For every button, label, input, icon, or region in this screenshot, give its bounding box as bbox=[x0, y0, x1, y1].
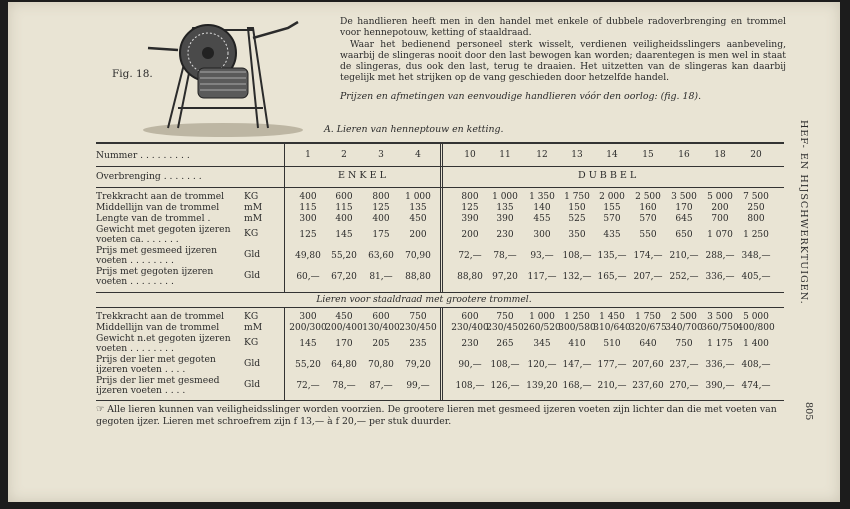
table-cell: 1 000 bbox=[492, 192, 518, 202]
table-cell: 139,20 bbox=[526, 381, 558, 391]
table-cell: 2 000 bbox=[599, 192, 625, 202]
table-cell: 120,— bbox=[527, 360, 557, 370]
table-cell: 640 bbox=[639, 339, 657, 349]
table-cell: 108,— bbox=[490, 360, 520, 370]
table-cell: 165,— bbox=[597, 272, 627, 282]
book-page bbox=[8, 2, 840, 502]
table-cell: 1 070 bbox=[707, 230, 733, 240]
table-cell: 67,20 bbox=[331, 272, 357, 282]
table-cell: 72,— bbox=[458, 251, 482, 261]
row-label-text: Prijs met gegoten ijzeren bbox=[96, 266, 214, 277]
table-cell: 600 bbox=[461, 312, 479, 322]
footnote-text: Alle lieren kunnen van veiligheidsslinger worden voorzien. De grootere lieren met gesmeed ijzeren voeten zijn lichter dan die met voeten van gegoten ijzer. Lieren met schroefrem zijn f 13,— à f 20,— per stuk duurder. bbox=[96, 404, 777, 427]
table-cell: 474,— bbox=[741, 381, 771, 391]
table-cell: 1 350 bbox=[529, 192, 555, 202]
table-cell: 455 bbox=[533, 214, 551, 224]
row-unit: Gld bbox=[244, 249, 261, 260]
table-cell: 1 bbox=[305, 150, 311, 160]
table-cell: 200/400 bbox=[325, 323, 363, 333]
table-cell: 1 175 bbox=[707, 339, 733, 349]
table-cell: 750 bbox=[675, 339, 693, 349]
table-cell: 800 bbox=[461, 192, 479, 202]
table-cell: 230 bbox=[461, 339, 479, 349]
table-cell: 300 bbox=[299, 214, 317, 224]
row-label-text: Prijs met gesmeed ijzeren bbox=[96, 245, 217, 256]
row-label-text: Lengte van de trommel . bbox=[96, 213, 211, 224]
table-cell: 510 bbox=[603, 339, 621, 349]
table-cell: 570 bbox=[603, 214, 621, 224]
row-label-text: Prijs der lier met gegoten bbox=[96, 354, 216, 365]
row-label bbox=[96, 245, 261, 266]
table-cell: 60,— bbox=[296, 272, 320, 282]
table-cell: 145 bbox=[335, 230, 353, 240]
table-cell: 93,— bbox=[530, 251, 554, 261]
enkel-header: ENKEL bbox=[338, 170, 389, 181]
row-label bbox=[96, 224, 259, 245]
table-cell: 800 bbox=[747, 214, 765, 224]
table-cell: 390,— bbox=[705, 381, 735, 391]
table-cell: 108,— bbox=[455, 381, 485, 391]
row-label-text: voeten ca. . . . . . . bbox=[96, 233, 179, 245]
table-cell: 2 500 bbox=[671, 312, 697, 322]
intro-paragraph-1: De handlieren heeft men in den handel met enkele of dubbele radoverbrenging en trommel voor hennepotouw, ketting of staaldraad. bbox=[340, 16, 786, 39]
page-number: 805 bbox=[803, 402, 814, 421]
table-cell: 300 bbox=[299, 312, 317, 322]
row-label-text: Trekkracht aan de trommel bbox=[96, 191, 225, 202]
table-cell: 140 bbox=[533, 203, 551, 213]
table-cell: 360/750 bbox=[701, 323, 739, 333]
table-cell: 408,— bbox=[741, 360, 771, 370]
hand-pointer-icon: ☞ bbox=[96, 404, 108, 415]
table-cell: 55,20 bbox=[295, 360, 321, 370]
row-unit: Gld bbox=[244, 358, 261, 369]
table-cell: 350 bbox=[568, 230, 586, 240]
table-cell: 5 000 bbox=[743, 312, 769, 322]
table-cell: 135,— bbox=[597, 251, 627, 261]
row-unit: mM bbox=[244, 213, 263, 224]
table-cell: 650 bbox=[675, 230, 693, 240]
figure-label: Fig. 18. bbox=[112, 68, 153, 80]
table-cell: 160 bbox=[639, 203, 657, 213]
table-cell: 1 250 bbox=[743, 230, 769, 240]
table-cell: 20 bbox=[750, 150, 762, 160]
row-label bbox=[96, 354, 261, 375]
table-cell: 235 bbox=[409, 339, 427, 349]
intro-paragraph-2: Waar het bedienend personeel sterk wisselt, verdienen veiligheidsslingers aanbeveling, waarbij de slingeras nooit door den last bewogen kan worden; daarentegen is men wel in staat de slingeras, dus ook den last, terug te draaien. Het uitzetten van de slingeras kan daarbij tegelijk met het strijken op de vang geschieden door hetzelfde handel. bbox=[340, 38, 786, 84]
table-cell: 205 bbox=[372, 339, 390, 349]
table-cell: 525 bbox=[568, 214, 586, 224]
row-label-text: Trekkracht aan de trommel bbox=[96, 311, 225, 322]
table-cell: 207,— bbox=[633, 272, 663, 282]
table-cell: 130/400 bbox=[362, 323, 400, 333]
table-cell: 155 bbox=[603, 203, 621, 213]
table-cell: 207,60 bbox=[632, 360, 664, 370]
table-cell: 13 bbox=[571, 150, 583, 160]
table-cell: 336,— bbox=[705, 272, 735, 282]
table-cell: 175 bbox=[372, 230, 390, 240]
table-cell: 88,80 bbox=[457, 272, 483, 282]
table-cell: 435 bbox=[603, 230, 621, 240]
table-cell: 345 bbox=[533, 339, 551, 349]
row-unit: Gld bbox=[244, 270, 261, 281]
table-cell: 200/300 bbox=[289, 323, 327, 333]
table-cell: 72,— bbox=[296, 381, 320, 391]
row-unit: KG bbox=[244, 228, 259, 239]
row-label bbox=[96, 322, 263, 333]
table-cell: 390 bbox=[496, 214, 514, 224]
row-label bbox=[96, 191, 259, 202]
table-cell: 3 500 bbox=[671, 192, 697, 202]
table-cell: 230 bbox=[496, 230, 514, 240]
table-cell: 97,20 bbox=[492, 272, 518, 282]
table-cell: 135 bbox=[409, 203, 427, 213]
table-cell: 63,60 bbox=[368, 251, 394, 261]
table-cell: 3 bbox=[378, 150, 384, 160]
row-label-text: Middellijn van de trommel bbox=[96, 202, 220, 213]
table-cell: 260/520 bbox=[523, 323, 561, 333]
table-cell: 87,— bbox=[369, 381, 393, 391]
row-label-text: Prijs der lier met gesmeed bbox=[96, 375, 220, 386]
overbrenging-label: Overbrenging . . . . . . . bbox=[96, 171, 202, 182]
table-cell: 230/450 bbox=[399, 323, 437, 333]
table-vline bbox=[440, 142, 443, 292]
row-unit: mM bbox=[244, 202, 263, 213]
row-label-text: voeten . . . . . . . . bbox=[96, 275, 174, 287]
table-cell: 2 500 bbox=[635, 192, 661, 202]
table-cell: 1 750 bbox=[564, 192, 590, 202]
table-cell: 150 bbox=[568, 203, 586, 213]
table-cell: 2 bbox=[341, 150, 347, 160]
table-cell: 750 bbox=[409, 312, 427, 322]
table-cell: 210,— bbox=[669, 251, 699, 261]
table-cell: 300/580 bbox=[558, 323, 596, 333]
table-cell: 108,— bbox=[562, 251, 592, 261]
table-vline bbox=[284, 142, 285, 292]
table-cell: 410 bbox=[568, 339, 586, 349]
table-cell: 135 bbox=[496, 203, 514, 213]
table-cell: 18 bbox=[714, 150, 726, 160]
table-cell: 11 bbox=[499, 150, 511, 160]
nummer-label: Nummer . . . . . . . . . bbox=[96, 150, 190, 161]
table-cell: 1 450 bbox=[599, 312, 625, 322]
table-cell: 88,80 bbox=[405, 272, 431, 282]
table-cell: 126,— bbox=[490, 381, 520, 391]
table-cell: 450 bbox=[335, 312, 353, 322]
table-cell: 405,— bbox=[741, 272, 771, 282]
row-label-text: ijzeren voeten . . . . bbox=[96, 384, 186, 396]
table-cell: 336,— bbox=[705, 360, 735, 370]
table-vline bbox=[440, 307, 443, 400]
table-cell: 125 bbox=[372, 203, 390, 213]
table-cell: 78,— bbox=[493, 251, 517, 261]
table-cell: 15 bbox=[642, 150, 654, 160]
table-cell: 237,60 bbox=[632, 381, 664, 391]
table-cell: 70,90 bbox=[405, 251, 431, 261]
table-cell: 170 bbox=[335, 339, 353, 349]
table-cell: 645 bbox=[675, 214, 693, 224]
table-cell: 79,20 bbox=[405, 360, 431, 370]
side-running-title: HEF- EN HIJSCHWERKTUIGEN. bbox=[798, 120, 809, 305]
table-cell: 200 bbox=[711, 203, 729, 213]
table-cell: 1 000 bbox=[405, 192, 431, 202]
table-cell: 7 500 bbox=[743, 192, 769, 202]
table-cell: 700 bbox=[711, 214, 729, 224]
row-unit: mM bbox=[244, 322, 263, 333]
table-2-title: Lieren voor staaldraad met grootere trommel. bbox=[316, 294, 532, 305]
table-cell: 125 bbox=[299, 230, 317, 240]
table-cell: 115 bbox=[335, 203, 353, 213]
table-cell: 147,— bbox=[562, 360, 592, 370]
row-label-text: Gewicht met gegoten ijzeren bbox=[96, 224, 231, 235]
table-cell: 174,— bbox=[633, 251, 663, 261]
row-label-text: voeten . . . . . . . . bbox=[96, 254, 174, 266]
table-cell: 132,— bbox=[562, 272, 592, 282]
table-cell: 125 bbox=[461, 203, 479, 213]
row-unit: KG bbox=[244, 337, 259, 348]
table-cell: 70,80 bbox=[368, 360, 394, 370]
table-cell: 390 bbox=[461, 214, 479, 224]
table-vline bbox=[284, 307, 285, 400]
intro-text bbox=[340, 16, 786, 84]
table-cell: 288,— bbox=[705, 251, 735, 261]
table-cell: 570 bbox=[639, 214, 657, 224]
table-cell: 400/800 bbox=[737, 323, 775, 333]
table-cell: 200 bbox=[409, 230, 427, 240]
table-cell: 300 bbox=[533, 230, 551, 240]
table-cell: 310/640 bbox=[593, 323, 631, 333]
table-cell: 1 000 bbox=[529, 312, 555, 322]
table-cell: 270,— bbox=[669, 381, 699, 391]
table-cell: 230/450 bbox=[486, 323, 524, 333]
table-cell: 210,— bbox=[597, 381, 627, 391]
table-cell: 99,— bbox=[406, 381, 430, 391]
table-cell: 1 750 bbox=[635, 312, 661, 322]
section-a-heading: A. Lieren van henneptouw en ketting. bbox=[324, 124, 504, 135]
table-cell: 1 250 bbox=[564, 312, 590, 322]
table-cell: 168,— bbox=[562, 381, 592, 391]
table-cell: 5 000 bbox=[707, 192, 733, 202]
table-cell: 4 bbox=[415, 150, 421, 160]
table-cell: 90,— bbox=[458, 360, 482, 370]
row-unit: KG bbox=[244, 311, 259, 322]
dubbel-header: DUBBEL bbox=[578, 170, 640, 181]
table-cell: 348,— bbox=[741, 251, 771, 261]
table-cell: 177,— bbox=[597, 360, 627, 370]
table-rule-bottom bbox=[96, 400, 784, 401]
table-cell: 400 bbox=[372, 214, 390, 224]
winch-illustration bbox=[138, 8, 308, 138]
row-unit: KG bbox=[244, 191, 259, 202]
table-cell: 600 bbox=[335, 192, 353, 202]
table-cell: 117,— bbox=[527, 272, 557, 282]
footnote bbox=[96, 404, 786, 427]
table-cell: 170 bbox=[675, 203, 693, 213]
table-cell: 450 bbox=[409, 214, 427, 224]
row-label-text: voeten . . . . . . . . bbox=[96, 342, 174, 354]
table-cell: 550 bbox=[639, 230, 657, 240]
row-label bbox=[96, 213, 263, 224]
table-cell: 145 bbox=[299, 339, 317, 349]
table-cell: 81,— bbox=[369, 272, 393, 282]
row-label bbox=[96, 202, 263, 213]
table-cell: 265 bbox=[496, 339, 514, 349]
table-cell: 250 bbox=[747, 203, 765, 213]
table-cell: 230/400 bbox=[451, 323, 489, 333]
table-cell: 3 500 bbox=[707, 312, 733, 322]
table-cell: 237,— bbox=[669, 360, 699, 370]
table-cell: 78,— bbox=[332, 381, 356, 391]
table-cell: 16 bbox=[678, 150, 690, 160]
table-cell: 750 bbox=[496, 312, 514, 322]
row-label-text: Middellijn van de trommel bbox=[96, 322, 220, 333]
row-label-text: ijzeren voeten . . . . bbox=[96, 363, 186, 375]
table-cell: 600 bbox=[372, 312, 390, 322]
table-cell: 64,80 bbox=[331, 360, 357, 370]
table-cell: 340/700 bbox=[665, 323, 703, 333]
table-cell: 400 bbox=[335, 214, 353, 224]
table-cell: 49,80 bbox=[295, 251, 321, 261]
table-cell: 12 bbox=[536, 150, 548, 160]
row-label bbox=[96, 375, 261, 396]
table-cell: 1 400 bbox=[743, 339, 769, 349]
table-cell: 800 bbox=[372, 192, 390, 202]
table-cell: 14 bbox=[606, 150, 618, 160]
table-cell: 252,— bbox=[669, 272, 699, 282]
table-cell: 55,20 bbox=[331, 251, 357, 261]
row-label-text: Gewicht n.et gegoten ijzeren bbox=[96, 333, 231, 344]
row-label bbox=[96, 333, 259, 354]
table-rule bbox=[96, 292, 784, 293]
table-cell: 10 bbox=[464, 150, 476, 160]
row-label bbox=[96, 266, 261, 287]
table-caption: Prijzen en afmetingen van eenvoudige handlieren vóór den oorlog: (fig. 18). bbox=[340, 91, 702, 102]
table-cell: 320/675 bbox=[629, 323, 667, 333]
table-cell: 400 bbox=[299, 192, 317, 202]
row-label bbox=[96, 311, 259, 322]
table-cell: 115 bbox=[299, 203, 317, 213]
row-unit: Gld bbox=[244, 379, 261, 390]
table-cell: 200 bbox=[461, 230, 479, 240]
